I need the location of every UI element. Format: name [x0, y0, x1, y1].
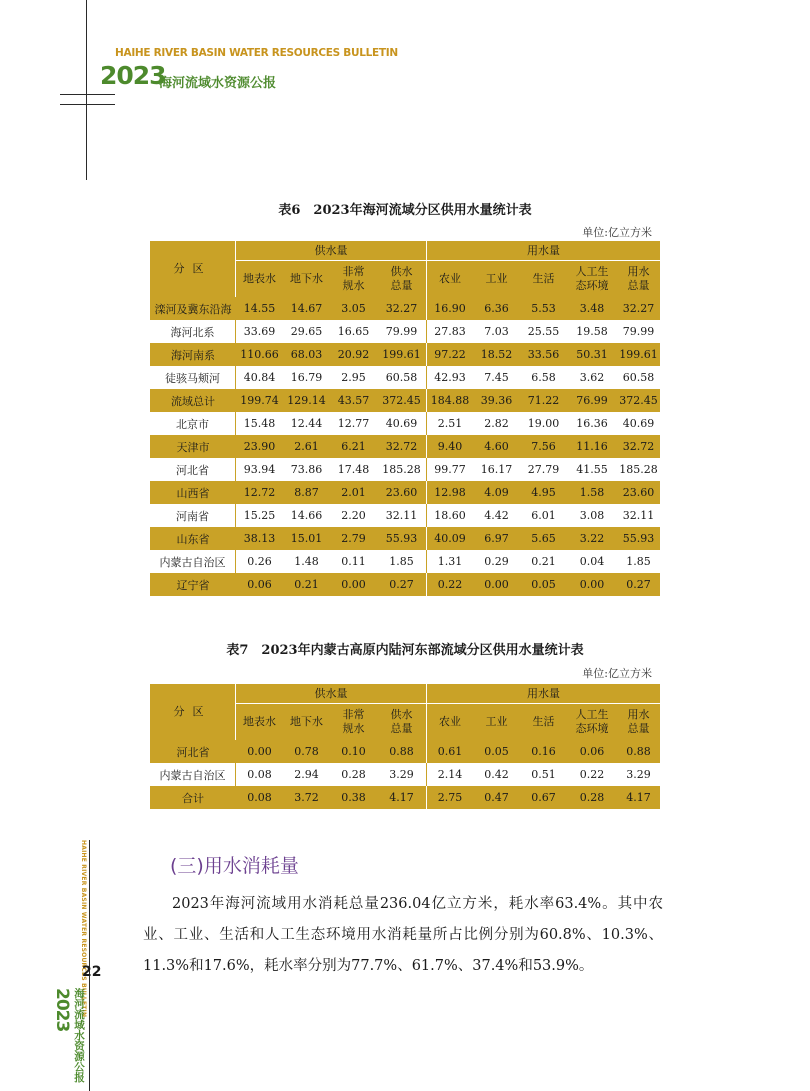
value-cell: 4.17: [377, 786, 426, 809]
sidebar-year: 2023: [52, 988, 72, 1032]
value-cell: 12.98: [426, 481, 473, 504]
value-cell: 55.93: [617, 527, 660, 550]
value-cell: 0.27: [377, 573, 426, 596]
value-cell: 0.78: [283, 740, 330, 763]
table7-unit: 单位:亿立方米: [582, 667, 652, 680]
value-cell: 3.48: [567, 297, 617, 320]
table6-col-header: 非常 规水: [330, 261, 377, 297]
region-cell: 滦河及冀东沿海: [150, 297, 236, 320]
value-cell: 41.55: [567, 458, 617, 481]
value-cell: 20.92: [330, 343, 377, 366]
table-row: [150, 550, 660, 573]
value-cell: 12.77: [330, 412, 377, 435]
value-cell: 15.01: [283, 527, 330, 550]
region-cell: 徒骇马颊河: [150, 366, 236, 389]
value-cell: 18.52: [473, 343, 520, 366]
value-cell: 42.93: [426, 366, 473, 389]
table-row: [150, 740, 660, 763]
value-cell: 3.29: [377, 763, 426, 786]
bulletin-year: 2023: [100, 61, 166, 90]
value-cell: 2.82: [473, 412, 520, 435]
value-cell: 2.61: [283, 435, 330, 458]
region-cell: 河北省: [150, 458, 236, 481]
value-cell: 40.09: [426, 527, 473, 550]
value-cell: 60.58: [377, 366, 426, 389]
value-cell: 3.08: [567, 504, 617, 527]
value-cell: 32.11: [377, 504, 426, 527]
value-cell: 372.45: [377, 389, 426, 412]
value-cell: 199.61: [617, 343, 660, 366]
value-cell: 0.28: [567, 786, 617, 809]
value-cell: 8.87: [283, 481, 330, 504]
table6-use-header: 用水量: [426, 241, 660, 261]
value-cell: 1.31: [426, 550, 473, 573]
region-cell: 辽宁省: [150, 573, 236, 596]
value-cell: 0.29: [473, 550, 520, 573]
table7-col-header: 地表水: [236, 704, 283, 740]
table-row: [150, 763, 660, 786]
value-cell: 0.22: [426, 573, 473, 596]
table7-col-header: 地下水: [283, 704, 330, 740]
value-cell: 29.65: [283, 320, 330, 343]
value-cell: 0.05: [520, 573, 567, 596]
region-cell: 山东省: [150, 527, 236, 550]
table-row: [150, 504, 660, 527]
table7-supply-header: 供水量: [236, 684, 426, 704]
table7-col-header: 农业: [426, 704, 473, 740]
region-cell: 合计: [150, 786, 236, 809]
value-cell: 0.21: [283, 573, 330, 596]
table7-region-header: 分区: [150, 684, 236, 740]
value-cell: 12.44: [283, 412, 330, 435]
value-cell: 0.04: [567, 550, 617, 573]
table-row: [150, 435, 660, 458]
table-row: [150, 320, 660, 343]
value-cell: 0.08: [236, 763, 283, 786]
value-cell: 1.58: [567, 481, 617, 504]
value-cell: 14.67: [283, 297, 330, 320]
page-number: 22: [82, 964, 102, 980]
value-cell: 43.57: [330, 389, 377, 412]
value-cell: 0.00: [330, 573, 377, 596]
region-cell: 内蒙古自治区: [150, 763, 236, 786]
value-cell: 3.22: [567, 527, 617, 550]
value-cell: 16.36: [567, 412, 617, 435]
table6-col-header: 地表水: [236, 261, 283, 297]
value-cell: 0.00: [236, 740, 283, 763]
table7-col-header: 生活: [520, 704, 567, 740]
value-cell: 199.61: [377, 343, 426, 366]
header-rule-1: [60, 94, 115, 95]
value-cell: 33.69: [236, 320, 283, 343]
value-cell: 23.90: [236, 435, 283, 458]
sidebar-chinese-title: 海河流域水资源公报: [73, 988, 85, 1083]
value-cell: 3.05: [330, 297, 377, 320]
table-row: [150, 343, 660, 366]
table6-col-header: 人工生 态环境: [567, 261, 617, 297]
value-cell: 0.28: [330, 763, 377, 786]
value-cell: 5.53: [520, 297, 567, 320]
value-cell: 15.25: [236, 504, 283, 527]
table6-unit: 单位:亿立方米: [582, 226, 652, 239]
value-cell: 2.75: [426, 786, 473, 809]
region-cell: 海河南系: [150, 343, 236, 366]
value-cell: 199.74: [236, 389, 283, 412]
value-cell: 27.79: [520, 458, 567, 481]
region-cell: 河北省: [150, 740, 236, 763]
value-cell: 184.88: [426, 389, 473, 412]
table-row: [150, 573, 660, 596]
value-cell: 4.42: [473, 504, 520, 527]
value-cell: 17.48: [330, 458, 377, 481]
table7-col-header: 供水 总量: [377, 704, 426, 740]
table-row: [150, 527, 660, 550]
region-cell: 天津市: [150, 435, 236, 458]
value-cell: 11.16: [567, 435, 617, 458]
value-cell: 0.00: [473, 573, 520, 596]
value-cell: 6.21: [330, 435, 377, 458]
value-cell: 68.03: [283, 343, 330, 366]
value-cell: 32.27: [377, 297, 426, 320]
table7-col-header: 工业: [473, 704, 520, 740]
table7-col-header: 用水 总量: [617, 704, 660, 740]
value-cell: 5.65: [520, 527, 567, 550]
value-cell: 0.08: [236, 786, 283, 809]
value-cell: 25.55: [520, 320, 567, 343]
value-cell: 23.60: [377, 481, 426, 504]
table7-col-header: 人工生 态环境: [567, 704, 617, 740]
value-cell: 14.66: [283, 504, 330, 527]
value-cell: 185.28: [377, 458, 426, 481]
value-cell: 19.00: [520, 412, 567, 435]
value-cell: 129.14: [283, 389, 330, 412]
value-cell: 0.42: [473, 763, 520, 786]
value-cell: 32.27: [617, 297, 660, 320]
region-cell: 海河北系: [150, 320, 236, 343]
table7-title: 表7 2023年内蒙古高原内陆河东部流域分区供用水量统计表: [226, 643, 584, 658]
value-cell: 2.51: [426, 412, 473, 435]
value-cell: 16.90: [426, 297, 473, 320]
value-cell: 79.99: [377, 320, 426, 343]
table-row: [150, 412, 660, 435]
value-cell: 0.38: [330, 786, 377, 809]
value-cell: 99.77: [426, 458, 473, 481]
table6-col-header: 工业: [473, 261, 520, 297]
value-cell: 3.72: [283, 786, 330, 809]
table-row: [150, 297, 660, 320]
value-cell: 4.95: [520, 481, 567, 504]
value-cell: 110.66: [236, 343, 283, 366]
value-cell: 16.65: [330, 320, 377, 343]
value-cell: 23.60: [617, 481, 660, 504]
value-cell: 60.58: [617, 366, 660, 389]
value-cell: 2.79: [330, 527, 377, 550]
value-cell: 185.28: [617, 458, 660, 481]
value-cell: 1.85: [377, 550, 426, 573]
value-cell: 1.48: [283, 550, 330, 573]
table6-col-header: 供水 总量: [377, 261, 426, 297]
value-cell: 40.69: [377, 412, 426, 435]
table-row: [150, 786, 660, 809]
table6-title: 表6 2023年海河流域分区供用水量统计表: [278, 203, 532, 218]
value-cell: 2.01: [330, 481, 377, 504]
table-row: [150, 389, 660, 412]
value-cell: 18.60: [426, 504, 473, 527]
value-cell: 6.97: [473, 527, 520, 550]
value-cell: 7.56: [520, 435, 567, 458]
bulletin-english-title: HAIHE RIVER BASIN WATER RESOURCES BULLETIN: [115, 47, 398, 59]
bulletin-chinese-title: 海河流域水资源公报: [159, 76, 277, 91]
value-cell: 4.60: [473, 435, 520, 458]
value-cell: 0.26: [236, 550, 283, 573]
value-cell: 0.06: [236, 573, 283, 596]
value-cell: 1.85: [617, 550, 660, 573]
table7-col-header: 非常 规水: [330, 704, 377, 740]
table7-use-header: 用水量: [426, 684, 660, 704]
sidebar-english-title: HAIHE RIVER BASIN WATER RESOURCES BULLETIN: [80, 840, 87, 1018]
value-cell: 0.51: [520, 763, 567, 786]
table6-col-header: 农业: [426, 261, 473, 297]
value-cell: 55.93: [377, 527, 426, 550]
table6-col-header: 地下水: [283, 261, 330, 297]
value-cell: 3.62: [567, 366, 617, 389]
value-cell: 97.22: [426, 343, 473, 366]
value-cell: 0.22: [567, 763, 617, 786]
value-cell: 76.99: [567, 389, 617, 412]
table-row: [150, 366, 660, 389]
value-cell: 0.10: [330, 740, 377, 763]
region-cell: 山西省: [150, 481, 236, 504]
table6: [150, 241, 660, 596]
region-cell: 北京市: [150, 412, 236, 435]
value-cell: 4.17: [617, 786, 660, 809]
value-cell: 2.94: [283, 763, 330, 786]
value-cell: 0.16: [520, 740, 567, 763]
value-cell: 39.36: [473, 389, 520, 412]
value-cell: 0.05: [473, 740, 520, 763]
section-heading: (三)用水消耗量: [170, 855, 299, 877]
header-rule-2: [60, 104, 115, 105]
value-cell: 32.72: [377, 435, 426, 458]
table-row: [150, 481, 660, 504]
value-cell: 16.17: [473, 458, 520, 481]
value-cell: 0.11: [330, 550, 377, 573]
value-cell: 71.22: [520, 389, 567, 412]
value-cell: 0.88: [377, 740, 426, 763]
left-vertical-rule-top: [86, 0, 87, 180]
value-cell: 0.61: [426, 740, 473, 763]
value-cell: 372.45: [617, 389, 660, 412]
region-cell: 流域总计: [150, 389, 236, 412]
value-cell: 2.14: [426, 763, 473, 786]
table6-supply-header: 供水量: [236, 241, 426, 261]
value-cell: 19.58: [567, 320, 617, 343]
value-cell: 32.72: [617, 435, 660, 458]
value-cell: 40.69: [617, 412, 660, 435]
table6-col-header: 生活: [520, 261, 567, 297]
value-cell: 6.36: [473, 297, 520, 320]
value-cell: 38.13: [236, 527, 283, 550]
value-cell: 0.47: [473, 786, 520, 809]
value-cell: 7.03: [473, 320, 520, 343]
value-cell: 2.95: [330, 366, 377, 389]
value-cell: 33.56: [520, 343, 567, 366]
table-row: [150, 458, 660, 481]
value-cell: 0.06: [567, 740, 617, 763]
value-cell: 7.45: [473, 366, 520, 389]
value-cell: 0.21: [520, 550, 567, 573]
value-cell: 27.83: [426, 320, 473, 343]
value-cell: 32.11: [617, 504, 660, 527]
table7: [150, 684, 660, 809]
table6-col-header: 用水 总量: [617, 261, 660, 297]
value-cell: 12.72: [236, 481, 283, 504]
value-cell: 73.86: [283, 458, 330, 481]
value-cell: 0.00: [567, 573, 617, 596]
value-cell: 3.29: [617, 763, 660, 786]
value-cell: 4.09: [473, 481, 520, 504]
section-paragraph: 2023年海河流域用水消耗总量236.04亿立方米，耗水率63.4%。其中农业、工业、生活和人工生态环境用水消耗量所占比例分别为60.8%、10.3%、11.3%和17.6%，耗水率分别为77.7%、61.7%、37.4%和53.9%。: [143, 896, 663, 974]
value-cell: 14.55: [236, 297, 283, 320]
value-cell: 50.31: [567, 343, 617, 366]
value-cell: 16.79: [283, 366, 330, 389]
value-cell: 9.40: [426, 435, 473, 458]
value-cell: 79.99: [617, 320, 660, 343]
value-cell: 6.58: [520, 366, 567, 389]
value-cell: 93.94: [236, 458, 283, 481]
value-cell: 0.88: [617, 740, 660, 763]
region-cell: 河南省: [150, 504, 236, 527]
value-cell: 0.27: [617, 573, 660, 596]
value-cell: 40.84: [236, 366, 283, 389]
value-cell: 2.20: [330, 504, 377, 527]
value-cell: 6.01: [520, 504, 567, 527]
table6-region-header: 分区: [150, 241, 236, 297]
region-cell: 内蒙古自治区: [150, 550, 236, 573]
value-cell: 0.67: [520, 786, 567, 809]
value-cell: 15.48: [236, 412, 283, 435]
